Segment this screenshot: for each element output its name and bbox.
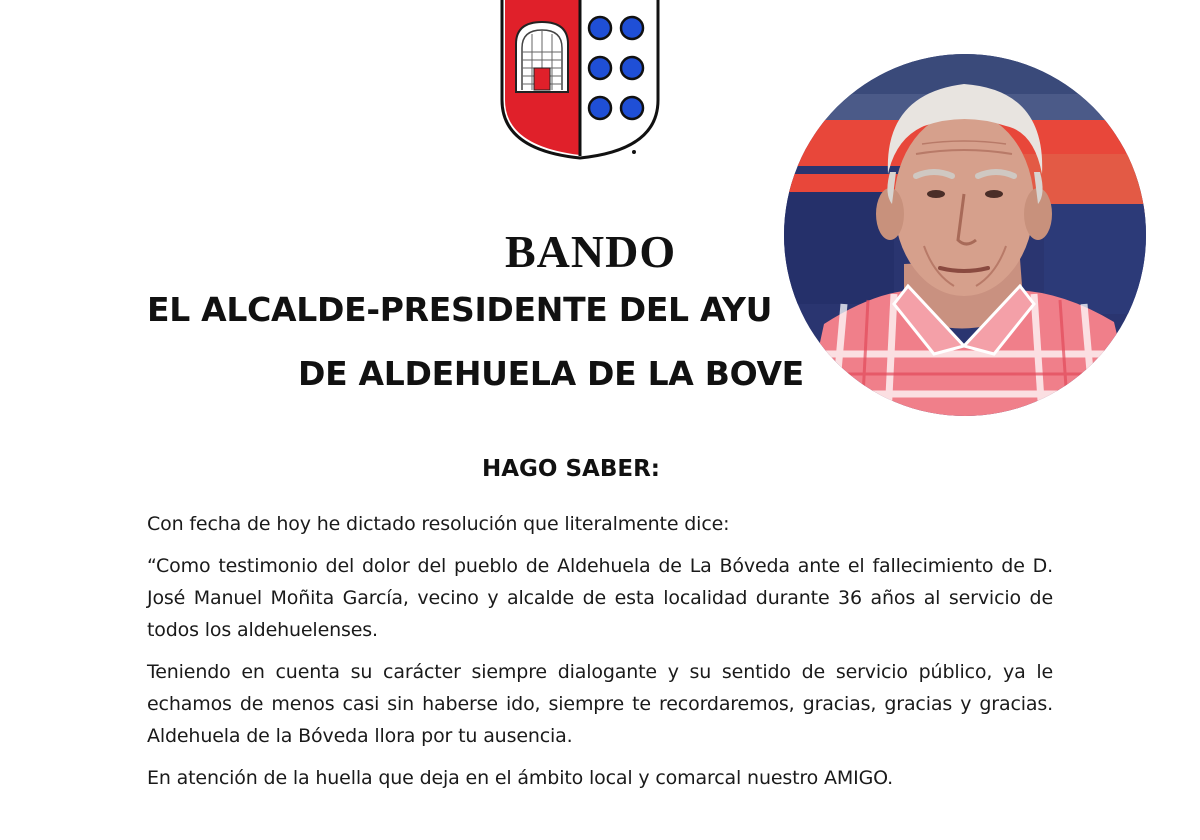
document-body xyxy=(147,508,1053,804)
document-title: BANDO xyxy=(505,226,677,277)
paragraph: En atención de la huella que deja en el ámbito local y comarcal nuestro AMIGO. xyxy=(147,767,894,789)
paragraph: Con fecha de hoy he dictado resolución que literalmente dice: xyxy=(147,513,730,535)
heading-line-1: EL ALCALDE-PRESIDENTE DEL AYU xyxy=(147,290,773,329)
hago-saber-heading: HAGO SABER: xyxy=(482,456,661,482)
heading-line-2: DE ALDEHUELA DE LA BOVE xyxy=(298,354,804,393)
paragraph: “Como testimonio del dolor del pueblo de Aldehuela de La Bóveda ante el fallecimiento de D. José Manuel Moñita García, vecino y alcalde de esta localidad durante 36 años al servicio de todos los aldehuelenses. xyxy=(147,555,1053,641)
paragraph: Teniendo en cuenta su carácter siempre dialogante y su sentido de servicio público, ya le echamos de menos casi sin haberse ido, siempre te recordaremos, gracias, gracias y gracias. Aldehuela de la Bóveda llora por tu ausencia. xyxy=(147,661,1053,747)
coat-of-arms-image xyxy=(496,0,664,160)
portrait-photo xyxy=(784,54,1146,416)
